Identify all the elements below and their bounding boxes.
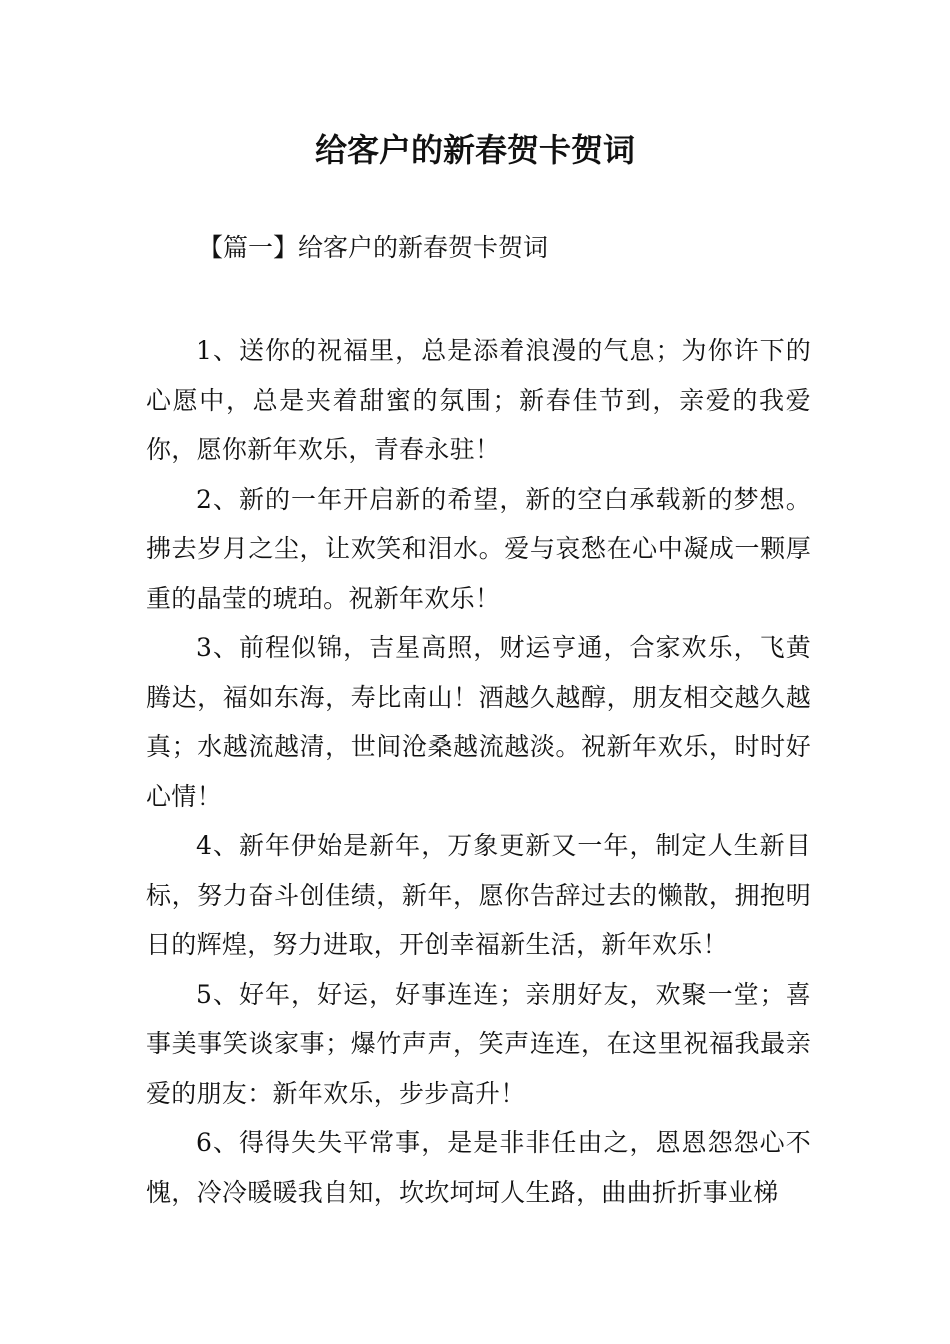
document-title: 给客户的新春贺卡贺词 [314,131,635,169]
paragraph-1: 1、送你的祝福里，总是添着浪漫的气息；为你许下的心愿中，总是夹着甜蜜的氛围；新春佳节到，亲爱的我爱你，愿你新年欢乐，青春永驻！ [146,336,811,464]
paragraph-5: 5、好年，好运，好事连连；亲朋好友，欢聚一堂；喜事美事笑谈家事；爆竹声声，笑声连连，在这里祝福我最亲爱的朋友：新年欢乐，步步高升！ [146,979,811,1108]
section-heading: 【篇一】给客户的新春贺卡贺词 [198,233,549,262]
paragraph-2: 2、新的一年开启新的希望，新的空白承载新的梦想。拂去岁月之尘，让欢笑和泪水。爱与哀愁在心中凝成一颗厚重的晶莹的琥珀。祝新年欢乐！ [146,484,811,613]
paragraph-6: 6、得得失失平常事，是是非非任由之，恩恩怨怨心不愧，冷冷暖暖我自知，坎坎坷坷人生路，曲曲折折事业梯 [146,1128,811,1207]
document-body [146,326,811,1217]
paragraph-4: 4、新年伊始是新年，万象更新又一年，制定人生新目标，努力奋斗创佳绩，新年，愿你告辞过去的懒散，拥抱明日的辉煌，努力进取，开创幸福新生活，新年欢乐！ [146,831,811,959]
paragraph-3: 3、前程似锦，吉星高照，财运亨通，合家欢乐，飞黄腾达，福如东海，寿比南山！酒越久越醇，朋友相交越久越真；水越流越清，世间沧桑越流越淡。祝新年欢乐，时时好心情！ [146,633,811,811]
